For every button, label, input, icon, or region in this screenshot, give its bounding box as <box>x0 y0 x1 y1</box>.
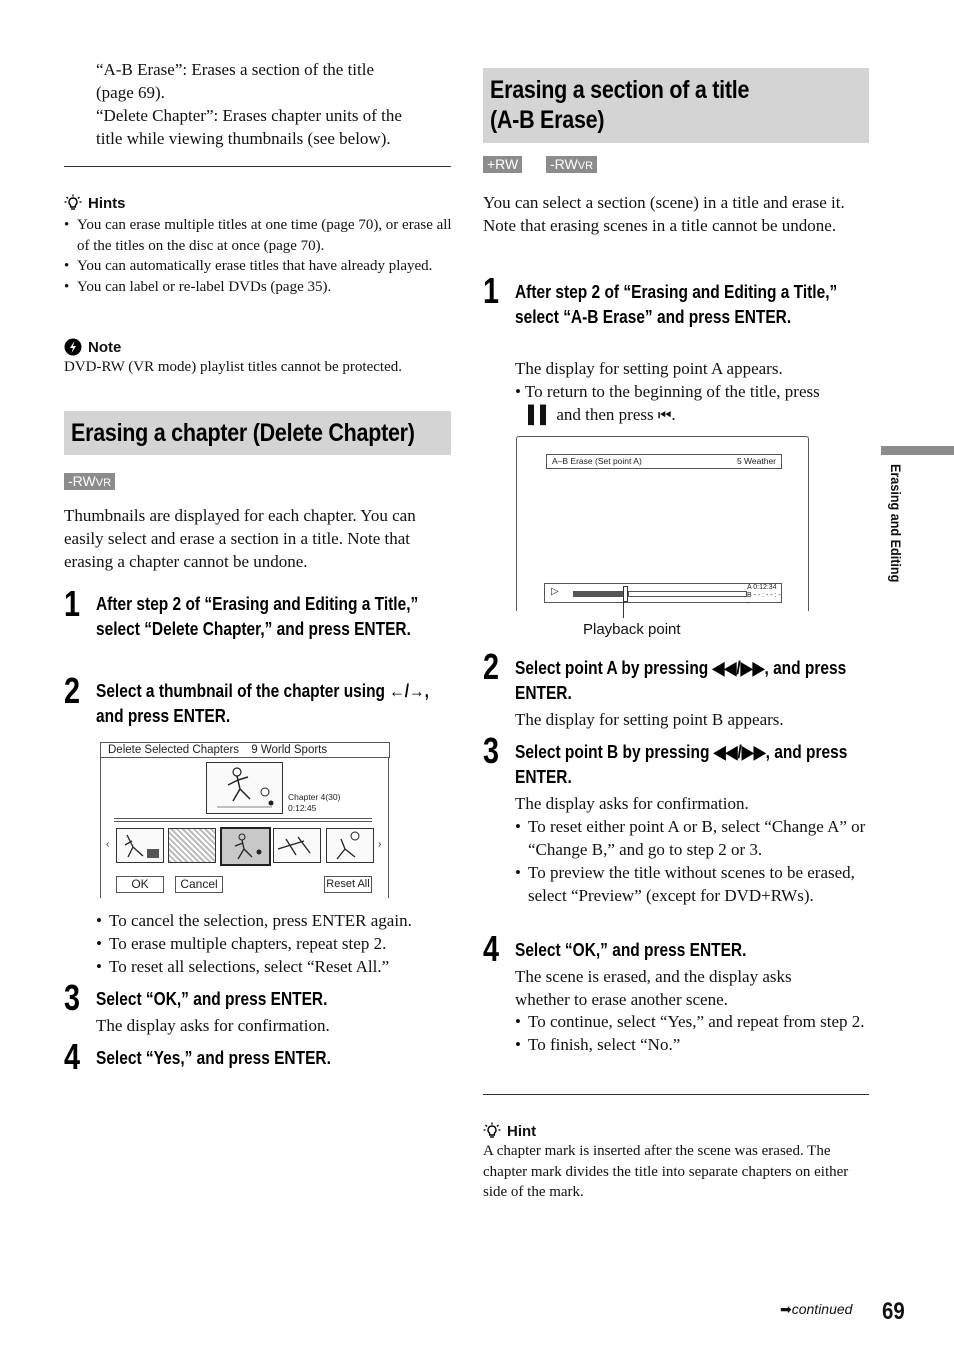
list-item: • To preview the title without scenes to be erased, select “Preview” (except for DVD+RWs). <box>515 861 870 907</box>
pause-icon: ▌▌ <box>528 405 553 424</box>
side-tab-label: Erasing and Editing <box>888 464 904 583</box>
step-text: The scene is erased, and the display asks whether to erase another scene. <box>515 967 792 1009</box>
divider <box>483 1094 869 1095</box>
badge-sub: VR <box>577 160 594 172</box>
lightbulb-icon <box>483 1122 501 1140</box>
soccer-player-illustration <box>207 763 282 813</box>
side-tab-bar <box>881 446 954 455</box>
intro-line: “A-B Erase”: Erases a section of the title <box>96 60 375 79</box>
step-title: Select point B by pressing ◀◀/▶▶, and press ENTER. <box>515 742 848 787</box>
bullet-text: and then press <box>556 405 654 424</box>
continued-indicator <box>780 1301 852 1318</box>
step-number: 2 <box>483 646 500 687</box>
step-title: Select a thumbnail of the chapter using ←/→, and press ENTER. <box>96 681 429 726</box>
ab-erase-screen <box>516 436 809 611</box>
note-heading <box>64 338 459 356</box>
step-title: Select “Yes,” and press ENTER. <box>96 1048 331 1068</box>
progress-track <box>573 591 747 597</box>
delete-chapter-description: Thumbnails are displayed for each chapter. You can easily select and erase a section in a title. Note that erasing a chapter cannot be undone. <box>64 506 416 571</box>
step3-bullets <box>515 815 870 907</box>
reset-all-button[interactable]: Reset All <box>324 876 372 893</box>
hints-heading <box>64 194 454 212</box>
screen-right-rule <box>388 758 389 898</box>
hints-list <box>64 215 454 297</box>
chapter-preview-image <box>206 762 283 814</box>
chevron-left-icon[interactable]: ‹ <box>106 839 110 850</box>
previous-chapter-icon: ⏮ <box>657 406 672 424</box>
cancel-button[interactable]: Cancel <box>175 876 223 893</box>
page-number: 69 <box>882 1298 905 1325</box>
hint-box <box>483 1122 871 1203</box>
chapter-label: Chapter 4(30) <box>288 792 341 802</box>
list-item: • To finish, select “No.” <box>515 1033 870 1056</box>
step-text: The display asks for confirmation. <box>515 794 749 813</box>
hints-heading-label: Hints <box>88 194 126 212</box>
list-item: • To erase multiple chapters, repeat step 2. <box>96 932 458 955</box>
hint-text: A chapter mark is inserted after the scene was erased. The chapter mark divides the title into separate chapters on either side of the mark. <box>483 1143 849 1200</box>
intro-text <box>96 58 456 150</box>
playback-bar <box>544 583 782 607</box>
step-number: 2 <box>64 670 81 711</box>
thumbnail-strip-rule-2 <box>114 821 372 822</box>
playback-point-caption: Playback point <box>583 621 681 638</box>
progress-fill <box>574 592 629 596</box>
screen-title: Delete Selected Chapters <box>108 744 240 756</box>
intro-line: “Delete Chapter”: Erases chapter units of the <box>96 106 402 125</box>
thumbnail-strip-rule <box>114 818 372 819</box>
ok-button[interactable]: OK <box>116 876 164 893</box>
hint-heading-label: Hint <box>507 1122 537 1140</box>
screen-title-bar <box>100 742 390 758</box>
section-heading-text: Erasing a chapter (Delete Chapter) <box>71 419 415 447</box>
rw-vr-badge <box>64 473 115 490</box>
step-title: Select point A by pressing ◀◀/▶▶, and press ENTER. <box>515 658 847 703</box>
note-box <box>64 338 459 378</box>
step-title: After step 2 of “Erasing and Editing a Title,” select “A-B Erase” and press ENTER. <box>515 282 838 327</box>
delete-chapter-screen <box>100 742 388 898</box>
chapter-thumbnail-selected[interactable] <box>220 827 271 866</box>
screen-title: A–B Erase (Set point A) <box>552 456 642 466</box>
section-heading-delete-chapter <box>64 411 451 455</box>
note-icon <box>64 338 82 356</box>
step1-bullet: • To return to the beginning of the title, press ▌▌ and then press ⏮. <box>515 382 820 424</box>
step-title: Select “OK,” and press ENTER. <box>515 940 747 960</box>
step-number: 3 <box>483 730 500 771</box>
intro-line: title while viewing thumbnails (see below). <box>96 129 391 148</box>
bullet-text: To return to the beginning of the title, press <box>524 382 820 401</box>
step-title: After step 2 of “Erasing and Editing a Title,” select “Delete Chapter,” and press ENTER. <box>96 594 419 639</box>
note-text: DVD-RW (VR mode) playlist titles cannot be protected. <box>64 359 402 375</box>
list-item: • You can automatically erase titles that have already played. <box>64 256 454 277</box>
section-heading-text: Erasing a section of a title <box>490 76 750 104</box>
step-number: 4 <box>483 928 500 969</box>
section-heading-text: (A-B Erase) <box>490 106 605 134</box>
rw-vr-badge <box>546 156 597 173</box>
screen-program: 5 Weather <box>736 456 776 466</box>
hints-box <box>64 194 454 297</box>
list-item: • To cancel the selection, press ENTER again. <box>96 909 458 932</box>
list-item: • To continue, select “Yes,” and repeat from step 2. <box>515 1010 870 1033</box>
note-heading-label: Note <box>88 338 122 356</box>
intro-line: (page 69). <box>96 83 165 102</box>
plus-rw-badge <box>483 156 522 173</box>
step4-bullets <box>515 1010 870 1056</box>
list-item: • You can erase multiple titles at one time (page 70), or erase all of the titles on the disc at once (page 70). <box>64 215 454 256</box>
chapter-thumbnail[interactable] <box>116 828 164 863</box>
chapter-thumbnail[interactable] <box>326 828 374 863</box>
continued-label: continued <box>791 1301 853 1317</box>
hint-heading <box>483 1122 871 1140</box>
play-icon: ▷ <box>551 586 559 597</box>
step-number: 1 <box>64 583 81 624</box>
badge-label: +RW <box>487 156 519 172</box>
step-number: 3 <box>64 977 81 1018</box>
step-number: 1 <box>483 270 500 311</box>
step-text: The display asks for confirmation. <box>96 1016 330 1035</box>
chapter-time: 0:12:45 <box>288 803 317 813</box>
badge-label: -RW <box>68 473 96 489</box>
step2-bullets <box>96 909 458 978</box>
section-heading-ab-erase <box>483 68 869 143</box>
time-a: A 0:12:34 <box>747 584 777 591</box>
bullet-mark: • <box>515 382 525 401</box>
lightbulb-icon <box>64 194 82 212</box>
chevron-right-icon[interactable]: › <box>378 839 382 850</box>
chapter-thumbnail[interactable] <box>168 828 216 863</box>
step-text: The display for setting point B appears. <box>515 710 784 729</box>
badge-label: -RW <box>550 156 578 172</box>
screen-title-bar <box>546 454 782 469</box>
list-item: • To reset all selections, select “Reset All.” <box>96 955 458 978</box>
screen-left-rule <box>100 758 101 898</box>
step-text: The display for setting point A appears. <box>515 359 783 378</box>
list-item: • You can label or re-label DVDs (page 35). <box>64 277 454 298</box>
badge-sub: VR <box>95 477 112 489</box>
ab-erase-description: You can select a section (scene) in a title and erase it. Note that erasing scenes in a title cannot be undone. <box>483 193 845 235</box>
chapter-thumbnail[interactable] <box>273 828 321 863</box>
divider <box>64 166 451 167</box>
callout-line <box>623 592 624 618</box>
list-item: • To reset either point A or B, select “Change A” or “Change B,” and go to step 2 or 3. <box>515 815 870 861</box>
step-number: 4 <box>64 1036 81 1077</box>
screen-program: 9 World Sports <box>251 744 328 756</box>
arrow-right-icon: ➡ <box>780 1301 792 1317</box>
step-title: Select “OK,” and press ENTER. <box>96 989 328 1009</box>
time-b: B - - : - - : - - <box>747 592 781 607</box>
